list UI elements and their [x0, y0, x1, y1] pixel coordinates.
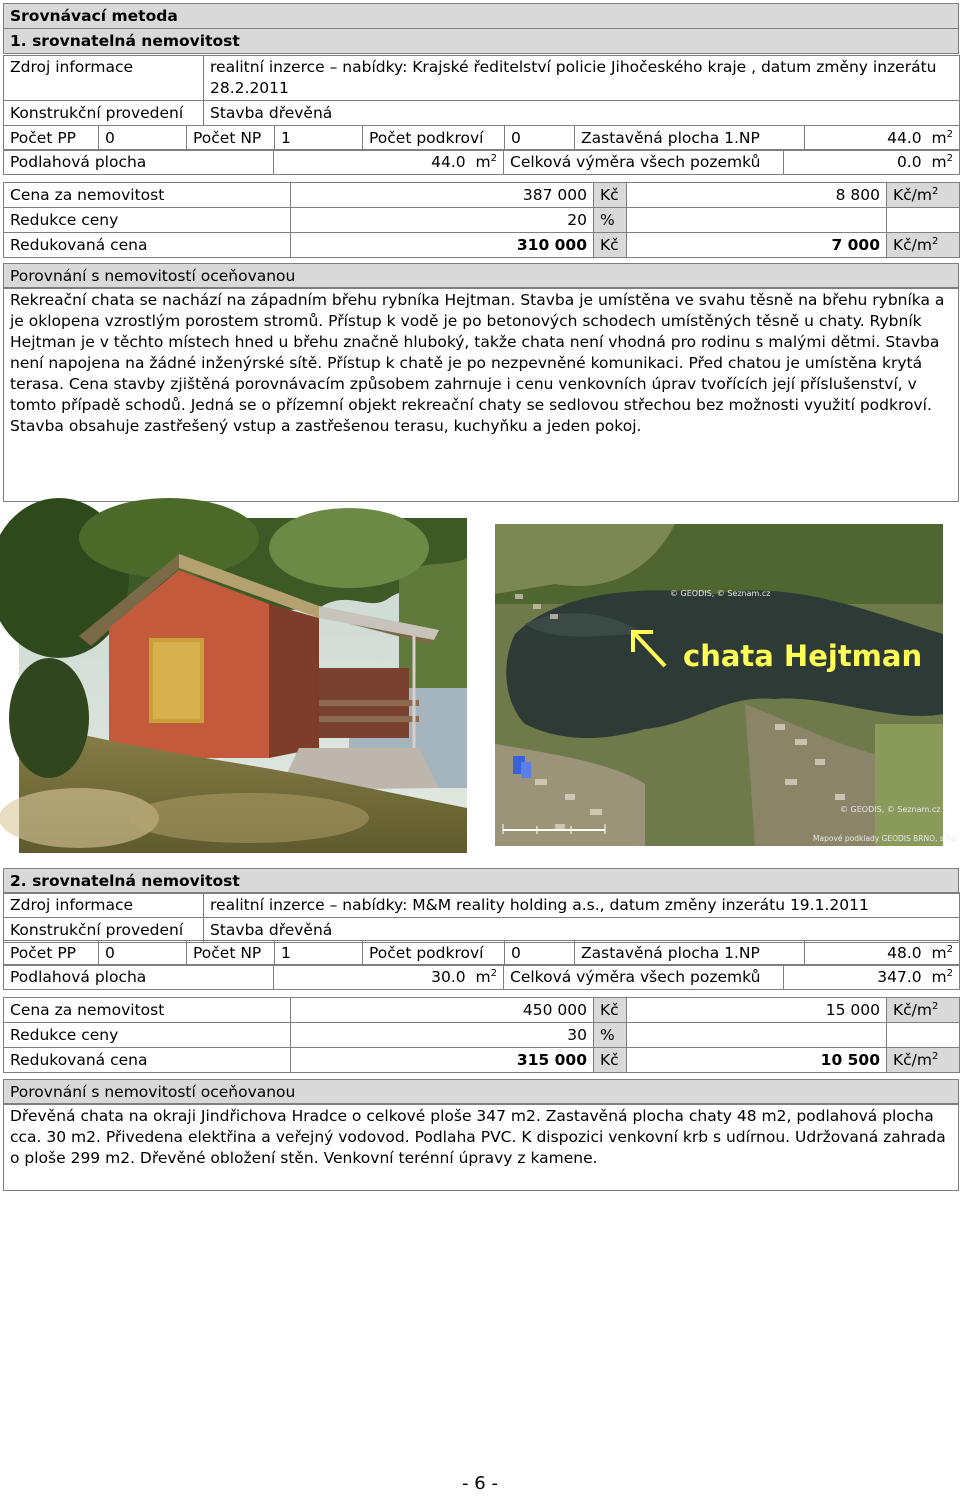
page-number: - 6 - — [462, 1473, 498, 1494]
property1-description-box — [3, 287, 959, 502]
floor-area-label: Podlahová plocha — [4, 150, 274, 175]
property2-land-area: 347.0 $m^2$ — [784, 965, 960, 990]
reduced-price-label: Redukovaná cena — [4, 1048, 291, 1073]
property2-header — [3, 868, 959, 894]
property1-floor-area: 44.0 $m^2$ — [274, 150, 504, 175]
np-count-label: Počet NP — [187, 126, 275, 151]
property1-counts-table — [3, 125, 960, 151]
map-credit: Mapové podklady GEODIS BRNO, s.r.o. — [813, 834, 958, 843]
property2-pp: 0 — [99, 941, 187, 966]
cottage-photo — [19, 518, 467, 853]
property2-reduction: 30 — [291, 1023, 594, 1048]
price-label: Cena za nemovitost — [4, 998, 291, 1023]
property2-price: 450 000 — [291, 998, 594, 1023]
reduction-label: Redukce ceny — [4, 1023, 291, 1048]
built-area-label: Zastavěná plocha 1.NP — [575, 126, 805, 151]
currency-per-m2-unit: $Kč/m^2$ — [887, 1048, 960, 1073]
property2-floor-area: 30.0 $m^2$ — [274, 965, 504, 990]
currency-per-m2-unit: $Kč/m^2$ — [887, 998, 960, 1023]
map-watermark-top: © GEODIS, © Seznam.cz — [670, 589, 771, 598]
property1-title: 1. srovnatelná nemovitost — [4, 29, 959, 54]
property2-reduced-per-m2: 10 500 — [627, 1048, 887, 1073]
property1-price-per-m2: 8 800 — [627, 183, 887, 208]
map-label: chata Hejtman — [683, 639, 923, 673]
property1-reduced-per-m2: 7 000 — [627, 233, 887, 258]
property2-attic: 0 — [505, 941, 575, 966]
property2-built-area: 48.0 $m^2$ — [805, 941, 960, 966]
property1-reduced-price: 310 000 — [291, 233, 594, 258]
property2-source-table — [3, 892, 960, 943]
construction-label: Konstrukční provedení — [4, 101, 204, 126]
property1-description: Rekreační chata se nachází na západním břehu rybníka Hejtman. Stavba je umístěna ve svahu těsně na břehu rybníka a je oklopena vzrostlým porostem stromů. Přístup k vodě je po betonových schodech umístěných těsně u chaty. Rybník Hejtman je v těchto místech hned u břehu značně hluboký, takže chata není vhodná pro rodinu s malými dětmi. Stavba není napojena na žádné inženýrské sítě. Přístup k chatě je po nezpevněné komunikaci. Před chatou je umístěna krytá terasa. Cena stavby zjištěná porovnávacím způsobem zahrnuje i cenu venkovních úprav tvořících její příslušenství, v tomto případě schodů. Jedná se o přízemní objekt rekreační chaty se sedlovou střechou bez možnosti využití podkroví. Stavba obsahuje zastřešený vstup a zastřešenou terasu, kuchyňku a jeden pokoj. — [10, 291, 945, 435]
property1-np: 1 — [275, 126, 363, 151]
currency-unit: Kč — [594, 233, 627, 258]
property1-area-table — [3, 149, 960, 175]
construction-label: Konstrukční provedení — [4, 918, 204, 943]
property2-np: 1 — [275, 941, 363, 966]
property2-title: 2. srovnatelná nemovitost — [4, 869, 959, 894]
cottage-photo-image — [19, 518, 467, 853]
property2-construction: Stavba dřevěná — [204, 918, 960, 943]
price-label: Cena za nemovitost — [4, 183, 291, 208]
pp-count-label: Počet PP — [4, 126, 99, 151]
property1-source: realitní inzerce – nabídky: Krajské ředitelství policie Jihočeského kraje , datum změny inzerátu 28.2.2011 — [204, 56, 960, 101]
property2-price-table — [3, 997, 960, 1073]
land-area-label: Celková výměra všech pozemků — [504, 150, 784, 175]
property1-price: 387 000 — [291, 183, 594, 208]
percent-unit: % — [594, 1023, 627, 1048]
map-watermark-bottom: © GEODIS, © Seznam.cz — [840, 805, 941, 814]
aerial-map-image — [495, 524, 958, 846]
percent-unit: % — [594, 208, 627, 233]
property2-description: Dřevěná chata na okraji Jindřichova Hradce o celkové ploše 347 m2. Zastavěná plocha chaty 48 m2, podlahová plocha cca. 30 m2. Přivedena elektřina a veřejný vodovod. Podlaha PVC. K dispozici venkovní krb s udírnou. Udržovaná zahrada o ploše 299 m2. Dřevěné obložení stěn. Venkovní terénní úpravy z kamene. — [10, 1107, 946, 1167]
property1-reduction: 20 — [291, 208, 594, 233]
currency-unit: Kč — [594, 1048, 627, 1073]
property1-construction: Stavba dřevěná — [204, 101, 960, 126]
property1-price-table — [3, 182, 960, 258]
property1-attic: 0 — [505, 126, 575, 151]
currency-unit: Kč — [594, 998, 627, 1023]
property2-reduced-price: 315 000 — [291, 1048, 594, 1073]
currency-per-m2-unit: $Kč/m^2$ — [887, 183, 960, 208]
currency-per-m2-unit: $Kč/m^2$ — [887, 233, 960, 258]
currency-unit: Kč — [594, 183, 627, 208]
property2-counts-table — [3, 940, 960, 966]
source-label: Zdroj informace — [4, 893, 204, 918]
property2-area-table — [3, 964, 960, 990]
property2-price-per-m2: 15 000 — [627, 998, 887, 1023]
reduction-label: Redukce ceny — [4, 208, 291, 233]
property2-description-box — [3, 1103, 959, 1191]
property1-pp: 0 — [99, 126, 187, 151]
property1-built-area: 44.0 $m^2$ — [805, 126, 960, 151]
built-area-label: Zastavěná plocha 1.NP — [575, 941, 805, 966]
method-header — [3, 3, 959, 54]
pp-count-label: Počet PP — [4, 941, 99, 966]
comparison-label: Porovnání s nemovitostí oceňovanou — [4, 264, 959, 289]
property1-comparison-header — [3, 263, 959, 289]
property1-source-table — [3, 55, 960, 126]
floor-area-label: Podlahová plocha — [4, 965, 274, 990]
comparison-label: Porovnání s nemovitostí oceňovanou — [4, 1080, 959, 1105]
property2-source: realitní inzerce – nabídky: M&M reality holding a.s., datum změny inzerátu 19.1.2011 — [204, 893, 960, 918]
reduced-price-label: Redukovaná cena — [4, 233, 291, 258]
property2-comparison-header — [3, 1079, 959, 1105]
land-area-label: Celková výměra všech pozemků — [504, 965, 784, 990]
method-title: Srovnávací metoda — [4, 4, 959, 29]
attic-count-label: Počet podkroví — [363, 941, 505, 966]
np-count-label: Počet NP — [187, 941, 275, 966]
attic-count-label: Počet podkroví — [363, 126, 505, 151]
source-label: Zdroj informace — [4, 56, 204, 101]
aerial-map — [495, 524, 958, 846]
property1-land-area: 0.0 $m^2$ — [784, 150, 960, 175]
